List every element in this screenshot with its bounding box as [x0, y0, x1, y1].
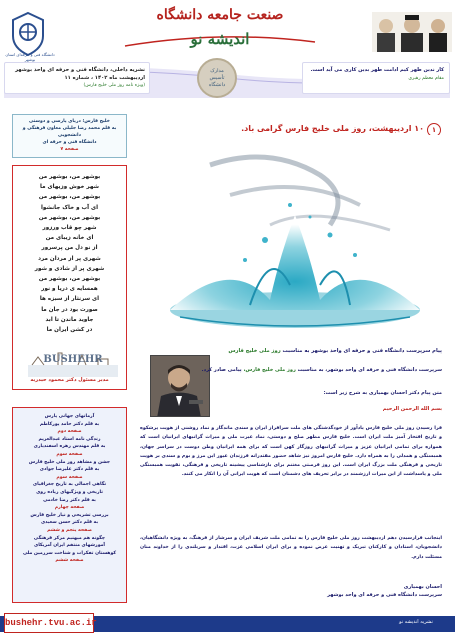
poem-line: بوشهر من، بوشهر من: [38, 214, 101, 221]
speech-intro: متن پیام دکتر احسان بهمیاری به شرح زیر است:: [323, 390, 442, 396]
poem-line: بوشهر من، بوشهر من: [38, 174, 101, 180]
university-logo: [8, 10, 48, 58]
issue-date-number: اردیبهشت ماه ۱۴۰۲ ، شماره ۱۱: [64, 75, 145, 81]
teaser-line: دانشگاه فنی و حرفه ای: [42, 140, 97, 145]
poem-line: بوشهر من، بوشهر من: [38, 194, 101, 201]
contents-page: صفحه پنجم و ششم: [47, 527, 92, 533]
poem-line: از نو دل من پرسرور: [41, 245, 98, 252]
masthead-subtitle: اندیشه نو: [190, 30, 250, 48]
contents-line: بررسی تشریحی و نیاز خلیج فارس: [30, 512, 109, 518]
teaser-line: خلیج فارس؛ دریای پارسی و دوستی: [29, 119, 110, 124]
poem-line: صورت بود در جان ما: [41, 306, 98, 313]
signature-title: سرپرست دانشگاه فنی و حرفه ای واحد بوشهر: [327, 592, 442, 598]
contents-line: به قلم دکتر علیرضا جوادی: [39, 467, 100, 473]
bushehr-art-text: BUSHEHR: [43, 354, 103, 365]
contents-line: جشن و مشاهد روز ملی خلیج فارس: [28, 459, 111, 465]
contents-line: تاریخی و ویژگیهای زیاده روی: [36, 489, 103, 495]
poem-line: شهری پر از مردان مرد: [38, 255, 101, 262]
speech-subheading: [140, 366, 442, 374]
poem-line: در کشن ایران ما: [46, 327, 93, 334]
speech-sub-prefix: سرپرست دانشگاه فنی و حرفه ای واحد بوشهر، به مناسبت: [297, 367, 442, 373]
signature-block: [140, 583, 442, 599]
poem-line: ای آب و خاک جانشوا: [40, 204, 99, 211]
speech-paragraph-2: اینجانب فرارسیدن دهم اردیبهشت روز ملی خلیج فارس را به تمامی ملت شریف ایران و سرشار از فرهنگ، به ویژه دانشگاهیان، دانشجویان، استادان و کارکنان تبریک و تهنیت عرض نموده و برای ایران اسلامی عزت، اقتدار و سربلندی را از خداوند منان مسئلت دارم.: [140, 536, 442, 560]
signature-name: احسان بهمیاری: [403, 584, 442, 590]
article-teaser-box: [12, 114, 127, 158]
speech-paragraph-1: فرا رسیدن روز ملی خلیج فارس یادآور از خودگذشتگی های ملت سرافراز ایران و سندی ماندگار و نماد روشنی از هویت پرشکوه و تاریخ افتخار آمیز ملت ایران است. خلیج فارس مظهر صلح و دوستی، نماد غیرت ملی و میراث گرانبهای ایرانیان است که همواره برای تمامی ایرانیان عزیز و میراث گرانبهای روزگار کهن است که برای همه ایرانیان وطن دوست در سراسر جهان، همبستگی و همدلی را به همراه دارد. خلیج فارس امروز نیز شاهد حضور مقتدرانه فرزندان غیور این مرز و بوم و سندی بر هویت تاریخی و فرهنگی ملت بزرگ ایران است. این روز فرصتی مغتنم برای بازشناسی پیشینه تاریخی و فرهنگی، تقویت همبستگی ملی و پاسداشت از این میراث ارزشمند در برابر تحریف های دشمنان است که هویت ایرانی آن را انکار می کنند.: [140, 426, 442, 478]
teaser-page: صفحه ۷: [60, 147, 79, 152]
poem-line: ای خانه زیبای من: [45, 235, 94, 242]
teaser-line: به قلم محمد رضا جلیلی معاون فرهنگی و دانشجویی: [22, 126, 117, 138]
contents-line: چگونه هم میهنیم مرکز فرهنگی: [33, 535, 106, 541]
poem-line: همسایه ی دریا و نور: [41, 286, 98, 293]
section-number: ۱: [427, 123, 441, 137]
persian-gulf-calligraphy-splash: [150, 135, 440, 345]
footer-website-link[interactable]: bushehr.tvu.ac.ir: [4, 613, 94, 633]
speech-sub-highlight: روز ملی خلیج فارس،: [243, 367, 296, 373]
leaders-portraits: [372, 12, 452, 52]
quote-box: [302, 62, 450, 94]
badge-text: مدارک تأسیس دانشگاه: [208, 68, 226, 88]
speech-sub-suffix: پیامی صادر کرد.: [201, 367, 242, 373]
contents-page: صفحه دوم: [57, 429, 82, 435]
leader-quote: کار ندین طهر کیم ادامت طهر بدین کاری می آید است.: [310, 67, 444, 73]
contents-page: صفحه چهارم: [54, 505, 85, 511]
poem-line: ای سرنثار از سبزه ها: [39, 296, 100, 303]
contents-line: آموزشهای منتقم ایران آمریکای: [34, 543, 105, 549]
issue-special-edition: (ویژه نامه روز ملی خلیج فارس): [83, 83, 145, 88]
contents-line: به قلم مهندس زهره اسفندیاری: [33, 444, 106, 450]
contents-page: صفحه سوم: [56, 474, 83, 480]
contents-line: به قلم دکتر حامد پورکاظم: [39, 421, 100, 427]
poem-line: شهر خوش وزیهای ما: [39, 184, 100, 191]
issue-publication: نشریه داخلی، دانشگاه فنی و حرفه ای واحد بوشهر: [15, 67, 145, 73]
contents-line: به قلم دکتر حسن سعیدی: [40, 520, 99, 526]
contents-line: آرمانهای جهانی پارس: [44, 414, 95, 419]
contents-line: زندگی نامه استاد عبدالعزیم: [38, 436, 101, 442]
poem-line: شهری پر از شادی و شور: [34, 265, 105, 272]
contents-line: کوهستان تفکرات و شناخت سرزمین ملی: [22, 550, 117, 556]
poem-line: بوشهر من، بوشهر من: [38, 276, 101, 283]
contents-box: [12, 407, 127, 603]
footer-label: نشریه اندیشه نو: [399, 619, 433, 625]
director-photo: [150, 355, 210, 417]
speech-headline: [140, 347, 442, 355]
contents-line: نگاهی اجمالی به تاریخ جغرافیای: [32, 482, 107, 488]
logo-caption: دانشگاه فنی و حرفه‌ای استان بوشهر: [5, 52, 55, 62]
issue-info-box: [4, 62, 150, 94]
emblem-badge: [197, 58, 237, 98]
poem-line: شهر چو قاب ورزور: [42, 225, 97, 232]
speech-headline-highlight: روز ملی خلیج فارس: [228, 348, 281, 354]
poem-line: جاوید ماندن تا ابد: [45, 316, 94, 323]
section-title: ۱۰ اردیبهشت، روز ملی خلیج فارس گرامی باد.: [241, 124, 424, 133]
contents-line: به قلم دکتر رضا خادمی: [43, 497, 96, 503]
contents-page: صفحه ششم: [55, 558, 84, 564]
basmala: بسم الله الرحمن الرحیم: [382, 406, 442, 412]
bushehr-skyline-art: [28, 345, 118, 377]
speech-headline-prefix: پیام سرپرست دانشگاه فنی و حرفه ای واحد بوشهر به مناسبت: [282, 348, 442, 354]
contents-page: صفحه سوم: [56, 451, 83, 457]
quote-source: مقام معظم رهبری: [408, 76, 444, 81]
poem-credit: مدیر مسئول دکتر محمود حیدریه: [30, 377, 109, 383]
masthead-title: صنعت جامعه دانشگاه: [156, 7, 284, 23]
